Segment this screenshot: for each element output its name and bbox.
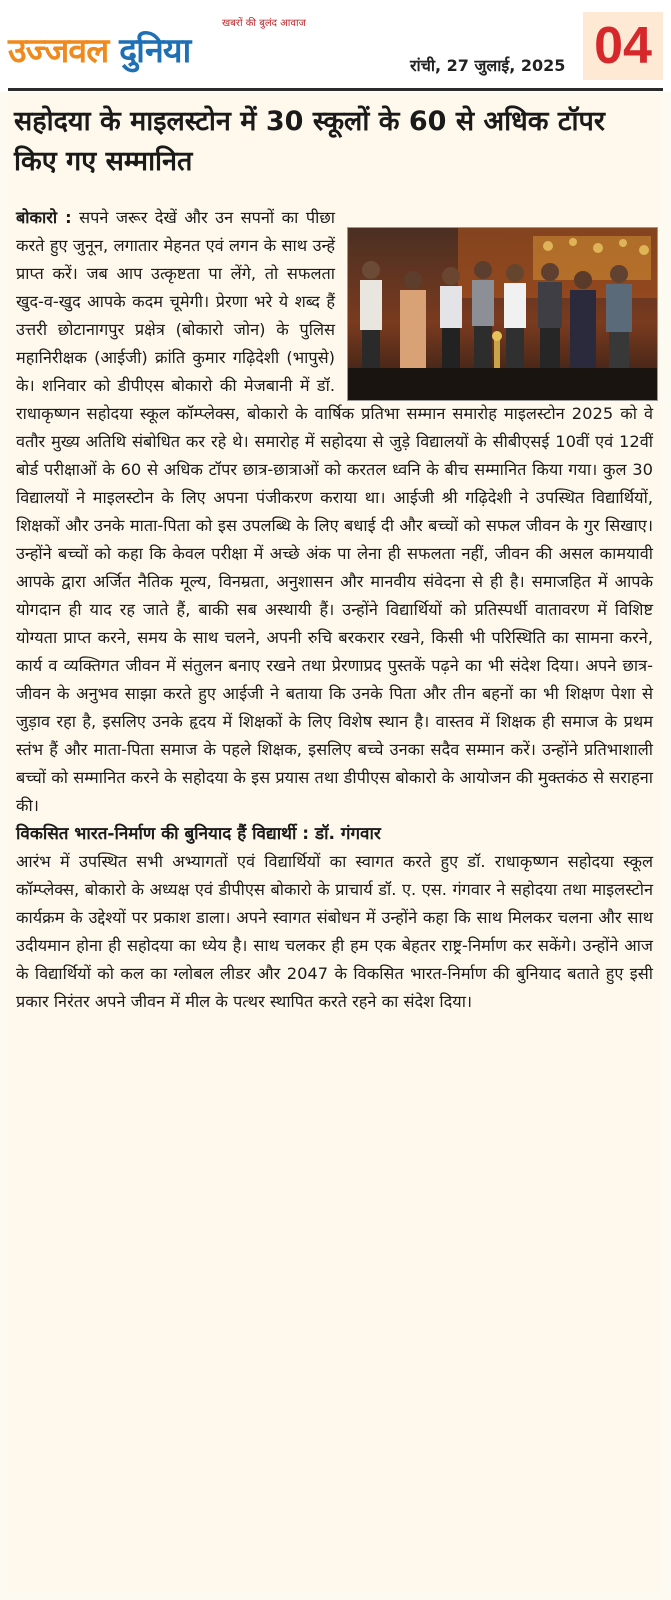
dateline: रांची, 27 जुलाई, 2025 — [410, 56, 566, 75]
masthead — [0, 0, 671, 92]
article-subheading: विकसित भारत-निर्माण की बुनियाद हैं विद्यार्थी : डॉ. गंगवार — [16, 824, 381, 844]
newspaper-logo — [8, 6, 328, 76]
article — [8, 96, 660, 1592]
logo-word-2: दुनिया — [119, 31, 191, 71]
logo-text — [8, 26, 190, 72]
header-rule — [8, 88, 663, 91]
article-body — [16, 204, 653, 1016]
paragraph-1-text: सपने जरूर देखें और उन सपनों का पीछा करते हुए जुनून, लगातार मेहनत एवं लगन के साथ उन्हें प्राप्त करें। जब आप उत्कृष्टता पा लेंगे, तो सफलता खुद-व-खुद आपके कदम चूमेगी। प्रेरणा भरे ये शब्द हैं उत्तरी छोटानागपुर प्रक्षेत्र (बोकारो जोन) के पुलिस महानिरीक्षक (आईजी) क्रांति कुमार गढ़िदेशी (भापुसे) के। शनिवार को डीपीएस बोकारो की मेजबानी में डॉ. राधाकृष्णन सहोदया स्कूल कॉम्प्लेक्स, बोकारो के वार्षिक प्रतिभा सम्मान समारोह माइलस्टोन 2025 को वे वतौर मुख्य अतिथि संबोधित कर रहे थे। समारोह में सहोदया से जुड़े विद्यालयों के सीबीएसई 10वीं एवं 12वीं बोर्ड परीक्षाओं के 60 से अधिक टॉपर छात्र-छात्राओं को करतल ध्वनि के बीच सम्मानित किया गया। कुल 30 विद्यालयों ने माइलस्टोन के लिए अपना पंजीकरण कराया था। आईजी श्री गढ़िदेशी ने उपस्थित विद्यार्थियों, शिक्षकों और उनके माता-पिता को इस उपलब्धि के लिए बधाई दी और बच्चों को सफल जीवन के गुर सिखाए। उन्होंने बच्चों को कहा कि केवल परीक्षा में अच्छे अंक पा लेना ही सफलता नहीं, जीवन की असल कामयावी आपके द्वारा अर्जित नैतिक मूल्य, विनम्रता, अनुशासन और मानवीय संवेदना से ही है। समाजहित में आपके योगदान ही याद रह जाते हैं, बाकी सब अस्थायी हैं। उन्होंने विद्यार्थियों को प्रतिस्पर्धी वातावरण में विशिष्ट योग्यता प्राप्त करने, समय के साथ चलने, अपनी रुचि बरकरार रखने, किसी भी परिस्थिति का सामना करने, कार्य व व्यक्तिगत जीवन में संतुलन बनाए रखने तथा प्रेरणाप्रद पुस्तकें पढ़ने का भी संदेश दिया। अपने छात्र-जीवन के अनुभव साझा करते हुए आईजी ने बताया कि उनके पिता और तीन बहनों का भी शिक्षण पेशा से जुड़ाव रहा है, इसलिए उनके हृदय में शिक्षकों के लिए विशेष स्थान है। वास्तव में शिक्षक ही समाज के प्रथम स्तंभ हैं और माता-पिता समाज के पहले शिक्षक, इसलिए बच्चे उनका सदैव सम्मान करें। उन्होंने प्रतिभाशाली बच्चों को सम्मानित करने के सहोदया के इस प्रयास तथा डीपीएस बोकारो के आयोजन की मुक्तकंठ से सराहना की। — [16, 208, 653, 815]
page-number: 04 — [583, 12, 663, 80]
article-headline: सहोदया के माइलस्टोन में 30 स्कूलों के 60 से अधिक टॉपर किए गए सम्मानित — [14, 106, 605, 177]
logo-tagline: खबरों की बुलंद आवाज — [222, 18, 306, 29]
article-place: बोकारो : — [16, 208, 72, 227]
photo-space — [335, 204, 653, 394]
article-paragraph-2: आरंभ में उपस्थित सभी अभ्यागतों एवं विद्यार्थियों का स्वागत करते हुए डॉ. राधाकृष्णन सहोदया स्कूल कॉम्प्लेक्स, बोकारो के अध्यक्ष एवं डीपीएस बोकारो के प्राचार्य डॉ. ए. एस. गंगवार ने सहोदया तथा माइलस्टोन कार्यक्रम के उद्देश्यों पर प्रकाश डाला। अपने स्वागत संबोधन में उन्होंने कहा कि साथ मिलकर चलना और साथ उदीयमान होना ही सहोदया का ध्येय है। साथ चलकर ही हम एक बेहतर राष्ट्र-निर्माण कर सकेंगे। उन्होंने आज के विद्यार्थियों को कल का ग्लोबल लीडर और 2047 के विकसित भारत-निर्माण की बुनियाद बताते हुए इसी प्रकार निरंतर अपने जीवन में मील के पत्थर स्थापित करते रहने का संदेश दिया। — [16, 852, 653, 1011]
logo-word-1: उज्जवल — [8, 31, 109, 71]
